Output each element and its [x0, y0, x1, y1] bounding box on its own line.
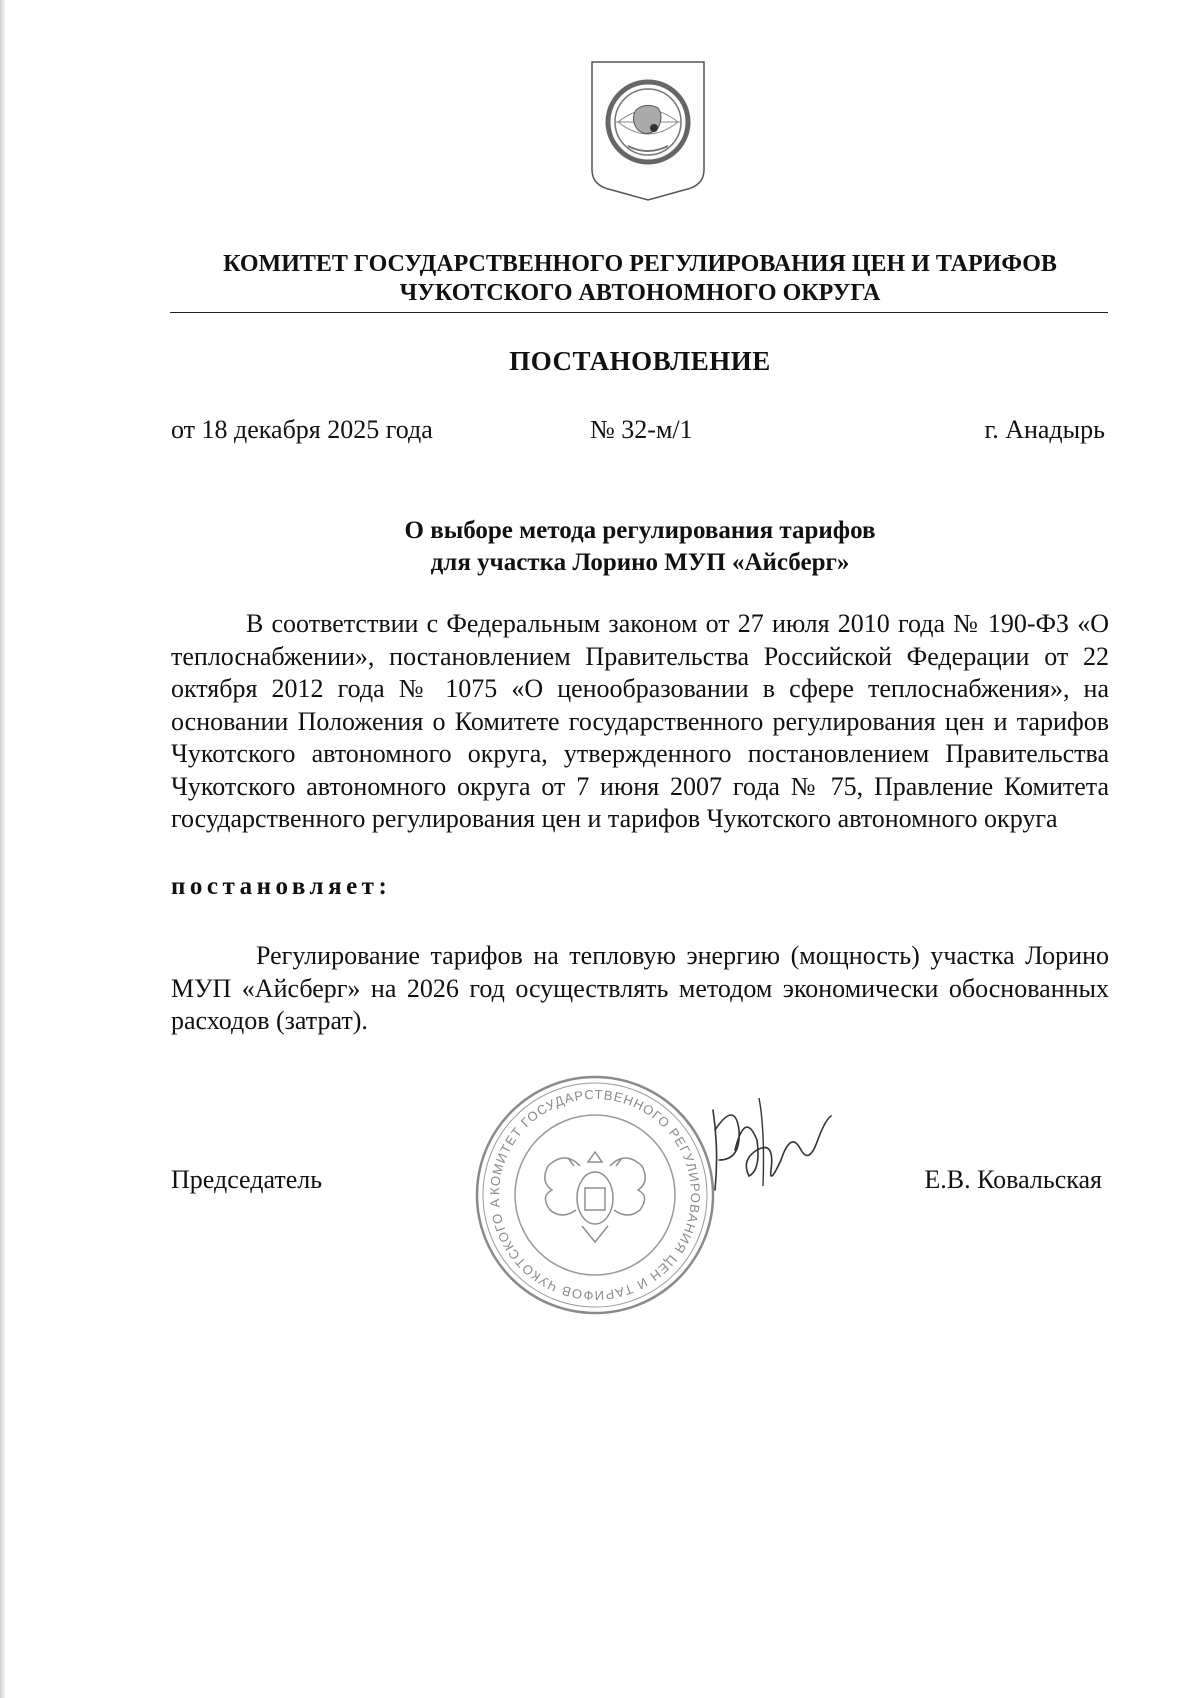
handwritten-signature [705, 1090, 835, 1205]
chukotka-coat-of-arms-icon [588, 58, 708, 206]
organization-name-line-1: КОМИТЕТ ГОСУДАРСТВЕННОГО РЕГУЛИРОВАНИЯ ЦЕН И ТАРИФОВ [223, 251, 1057, 277]
header-divider [170, 312, 1108, 313]
decision-paragraph: Регулирование тарифов на тепловую энергию (мощность) участка Лорино МУП «Айсберг» на 2026 год осуществлять методом экономически обоснованных расходов (затрат). [171, 941, 1109, 1035]
signatory-name: Е.В. Ковальская [924, 1165, 1102, 1194]
document-title-line-2: для участка Лорино МУП «Айсберг» [430, 549, 850, 576]
organization-name [170, 250, 1110, 308]
document-title-line-1: О выборе метода регулирования тарифов [404, 517, 876, 544]
scan-edge [0, 0, 5, 1698]
document-date: от 18 декабря 2025 года [171, 415, 433, 444]
resolves-keyword: постановляет: [171, 873, 392, 900]
preamble-paragraph: В соответствии с Федеральным законом от 27 июля 2010 года № 190-ФЗ «О теплоснабжении», постановлением Правительства Российской Федерации от 22 октября 2012 года № 1075 «О ценообразовании в сфере теплоснабжения», на основании Положения о Комитете государственного регулирования цен и тарифов Чукотского автономного округа, утвержденного постановлением Правительства Чукотского автономного округа от 7 июня 2007 года № 75, Правление Комитета государственного регулирования цен и тарифов Чукотского автономного округа [171, 609, 1109, 833]
official-round-seal-icon [470, 1070, 720, 1320]
document-city: г. Анадырь [984, 415, 1105, 444]
document-number: № 32-м/1 [590, 415, 693, 444]
document-type: ПОСТАНОВЛЕНИЕ [509, 346, 771, 376]
svg-text:КОМИТЕТ ГОСУДАРСТВЕННОГО РЕГУЛ: КОМИТЕТ ГОСУДАРСТВЕННОГО РЕГУЛИРОВАНИЯ ЦЕН И ТАРИФОВ ЧУКОТСКОГО А [486, 1086, 704, 1304]
organization-name-line-2: ЧУКОТСКОГО АВТОНОМНОГО ОКРУГА [399, 280, 881, 306]
document-title [170, 515, 1110, 579]
signatory-position: Председатель [171, 1165, 323, 1194]
